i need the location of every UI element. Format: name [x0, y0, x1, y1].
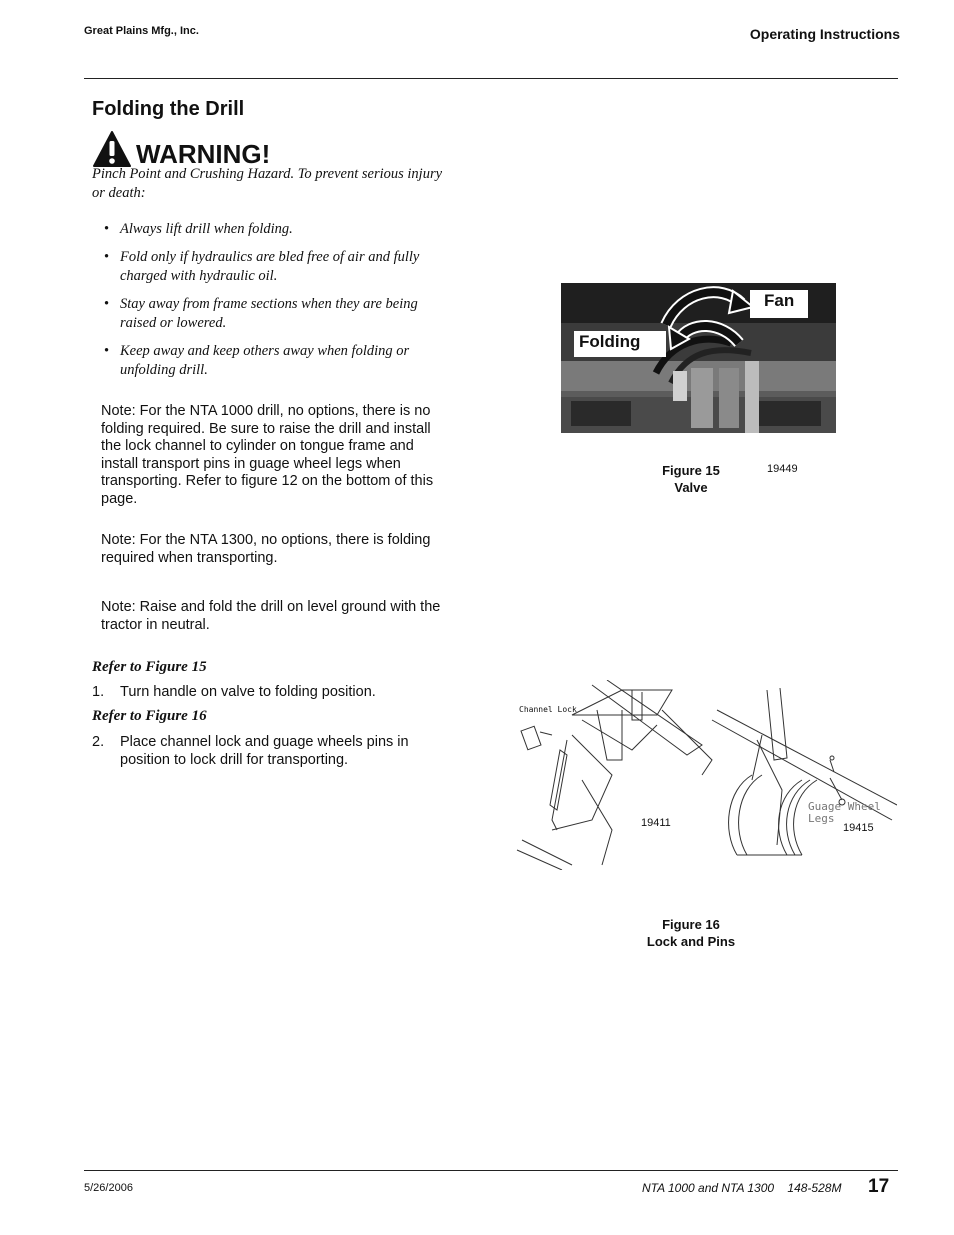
page-number: 17 [868, 1176, 890, 1197]
fan-label: Fan [764, 291, 795, 310]
refer-figure-15: Refer to Figure 15 [92, 659, 207, 675]
refer-figure-16: Refer to Figure 16 [92, 708, 207, 724]
step-number: 1. [92, 684, 105, 700]
warning-heading [92, 128, 270, 168]
step-1 [92, 684, 442, 702]
footer-date: 5/26/2006 [84, 1182, 133, 1194]
footer-rule [84, 1170, 898, 1171]
figure-title: Lock and Pins [646, 934, 736, 949]
warning-triangle-icon [92, 130, 132, 168]
page-title: Folding the Drill [92, 98, 245, 120]
hazard-text: Pinch Point and Crushing Hazard. To prevent serious injury or death: [92, 166, 443, 201]
warning-label: WARNING! [136, 139, 271, 169]
figure-16-caption [631, 916, 751, 950]
note-level-ground: Note: Raise and fold the drill on level ground with the tractor in neutral. [101, 599, 441, 633]
figure-15-id: 19449 [767, 463, 798, 475]
footer-document-id: NTA 1000 and NTA 1300 148-528M [642, 1181, 842, 1195]
folding-label: Folding [579, 332, 641, 351]
list-item: • Keep away and keep others away when folding or unfolding drill. [104, 342, 450, 380]
list-item: • Stay away from frame sections when they are being raised or lowered. [104, 295, 450, 333]
company-name: Great Plains Mfg., Inc. [84, 25, 199, 37]
legs-text: Legs [808, 812, 835, 825]
step-2 [92, 734, 442, 769]
figure-16-id-left: 19411 [641, 817, 671, 829]
valve-photo [561, 283, 836, 433]
figure-number: Figure 16 [662, 917, 720, 932]
figure-title: Valve [674, 480, 708, 495]
step-text: Place channel lock and guage wheels pins in position to lock drill for transporting. [120, 734, 409, 768]
figure-16-id-right: 19415 [843, 822, 874, 834]
note-nta1300: Note: For the NTA 1300, no options, there is folding required when transporting. [101, 532, 431, 566]
list-item: • Always lift drill when folding. [104, 220, 450, 239]
header-rule [84, 78, 898, 79]
note-nta1000: Note: For the NTA 1000 drill, no options, there is no folding required. Be sure to raise the drill and install the lock channel to cylinder on tongue frame and install transport pins in guage wheel legs when transporting. Refer to figure 12 on the bottom of this page. [101, 403, 434, 507]
figure-15-caption [650, 462, 732, 496]
step-number: 2. [92, 734, 105, 750]
channel-lock-label: Channel Lock [519, 705, 577, 714]
step-text: Turn handle on valve to folding position. [120, 684, 376, 700]
list-item: • Fold only if hydraulics are bled free of air and fully charged with hydraulic oil. [104, 248, 450, 286]
warning-bullets [104, 220, 450, 389]
section-title: Operating Instructions [749, 26, 900, 42]
figure-number: Figure 15 [662, 463, 720, 478]
guage-wheel-text: Guage Wheel [808, 800, 881, 813]
